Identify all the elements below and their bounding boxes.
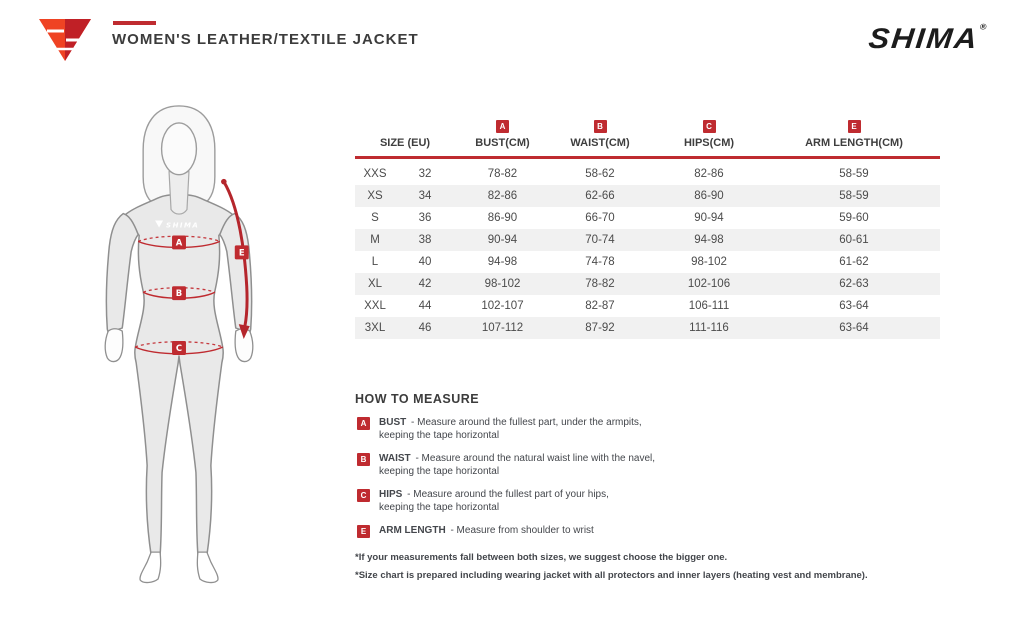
cell-hips: 102-106 [687, 278, 731, 290]
cell-arm: 59-60 [839, 212, 869, 224]
cell-waist: 66-70 [585, 212, 615, 224]
measure-label-arm: ARM LENGTH [379, 525, 446, 536]
cell-arm: 60-61 [839, 234, 869, 246]
cell-arm: 61-62 [839, 256, 869, 268]
waist-column-badge: B [594, 120, 607, 133]
cell-arm: 62-63 [839, 278, 869, 290]
measure-desc-hips-2: keeping the tape horizontal [379, 502, 500, 513]
col-header-bust: BUST(CM) [475, 136, 530, 149]
cell-eu: 36 [418, 212, 432, 224]
cell-bust: 90-94 [487, 234, 518, 246]
cell-waist: 58-62 [585, 168, 615, 180]
cell-waist: 70-74 [585, 234, 615, 246]
table-badge-row [355, 116, 940, 132]
title-accent-dash [113, 21, 156, 25]
cell-arm: 58-59 [839, 190, 869, 202]
cell-waist: 74-78 [585, 256, 615, 268]
shima-triangle-logo-icon [37, 16, 93, 64]
cell-hips: 106-111 [688, 300, 730, 312]
measure-desc-bust-2: keeping the tape horizontal [379, 430, 500, 441]
marker-b-label: B [175, 288, 183, 299]
cell-arm: 63-64 [839, 300, 869, 312]
cell-size: XS [367, 190, 383, 202]
cell-waist: 62-66 [585, 190, 615, 202]
marker-c-label: C [175, 342, 183, 353]
measure-item-arm-length [355, 524, 955, 538]
cell-bust: 78-82 [487, 168, 518, 180]
cell-eu: 34 [418, 190, 432, 202]
figure-left-foot [140, 552, 161, 582]
brand-wordmark [769, 22, 987, 55]
table-row [355, 295, 940, 317]
measure-desc-bust-1: - Measure around the fullest part, under the armpits, [411, 417, 642, 428]
cell-hips: 82-86 [694, 168, 724, 180]
footnotes [355, 552, 955, 581]
cell-size: XL [367, 278, 383, 290]
table-row [355, 163, 940, 185]
bust-column-badge: A [496, 120, 509, 133]
cell-bust: 107-112 [481, 322, 524, 334]
cell-size: 3XL [364, 322, 386, 334]
col-header-arm: ARM LENGTH(CM) [805, 136, 903, 149]
table-row [355, 273, 940, 295]
cell-size: XXL [364, 300, 386, 312]
page-title: WOMEN'S LEATHER/TEXTILE JACKET [112, 31, 419, 48]
footnote-sizing: *If your measurements fall between both sizes, we suggest choose the bigger one. [355, 552, 728, 563]
marker-a-label: A [175, 237, 183, 248]
how-to-measure-heading: HOW TO MEASURE [355, 392, 480, 406]
cell-size: M [370, 234, 380, 246]
measure-item-bust [355, 416, 955, 442]
figure-left-arm [106, 214, 138, 334]
cell-size: S [371, 212, 379, 224]
cell-size: L [371, 256, 379, 268]
measure-badge-c: C [357, 489, 370, 502]
cell-hips: 111-116 [689, 322, 729, 334]
measure-item-hips [355, 488, 955, 514]
footnote-layers: *Size chart is prepared including wearing jacket with all protectors and inner layers (heating vest and membrane). [355, 570, 868, 581]
measure-label-waist: WAIST [379, 453, 411, 464]
measure-badge-b: B [357, 453, 370, 466]
measure-desc-waist-1: - Measure around the natural waist line with the navel, [415, 453, 656, 464]
cell-hips: 90-94 [694, 212, 724, 224]
cell-eu: 38 [418, 234, 432, 246]
cell-eu: 32 [418, 168, 432, 180]
cell-bust: 94-98 [487, 256, 518, 268]
cell-eu: 42 [418, 278, 432, 290]
cell-hips: 98-102 [691, 256, 727, 268]
hips-column-badge: C [703, 120, 716, 133]
cell-arm: 58-59 [839, 168, 869, 180]
cell-bust: 82-86 [487, 190, 518, 202]
how-to-measure-section [355, 392, 955, 588]
figure-right-foot [197, 552, 218, 582]
measure-badge-a: A [357, 417, 370, 430]
table-body [355, 163, 940, 339]
figure-face [162, 123, 197, 175]
cell-eu: 40 [418, 256, 432, 268]
measure-desc-arm-1: - Measure from shoulder to wrist [450, 525, 594, 536]
measure-label-bust: BUST [379, 417, 407, 428]
chest-logo-text: SHIMA [166, 221, 200, 230]
cell-arm: 63-64 [839, 322, 869, 334]
cell-bust: 102-107 [481, 300, 524, 312]
cell-bust: 98-102 [484, 278, 521, 290]
table-header-row [355, 132, 940, 153]
measure-label-hips: HIPS [379, 489, 403, 500]
cell-eu: 46 [418, 322, 432, 334]
arm-column-badge: E [848, 120, 861, 133]
measure-desc-waist-2: keeping the tape horizontal [379, 466, 500, 477]
figure-left-hand [105, 329, 123, 362]
col-header-waist: WAIST(CM) [570, 136, 630, 149]
measure-badge-e: E [357, 525, 370, 538]
size-table [355, 116, 940, 339]
brand-text: SHIMA [867, 22, 981, 55]
cell-waist: 87-92 [585, 322, 615, 334]
table-row [355, 207, 940, 229]
figure-neck [169, 172, 189, 214]
body-measurement-figure [95, 102, 265, 585]
measure-item-waist [355, 452, 955, 478]
col-header-hips: HIPS(CM) [683, 136, 735, 149]
marker-e-label: E [238, 247, 245, 258]
cell-size: XXS [363, 168, 387, 180]
registered-mark: ® [979, 22, 987, 32]
table-row [355, 229, 940, 251]
table-header-divider [355, 156, 940, 159]
cell-hips: 94-98 [694, 234, 724, 246]
cell-hips: 86-90 [694, 190, 724, 202]
table-row [355, 317, 940, 339]
table-row [355, 251, 940, 273]
table-row [355, 185, 940, 207]
measure-desc-hips-1: - Measure around the fullest part of your hips, [407, 489, 609, 500]
cell-eu: 44 [418, 300, 432, 312]
cell-waist: 82-87 [585, 300, 615, 312]
cell-waist: 78-82 [585, 278, 615, 290]
cell-bust: 86-90 [487, 212, 518, 224]
col-header-size: SIZE (EU) [379, 136, 431, 149]
